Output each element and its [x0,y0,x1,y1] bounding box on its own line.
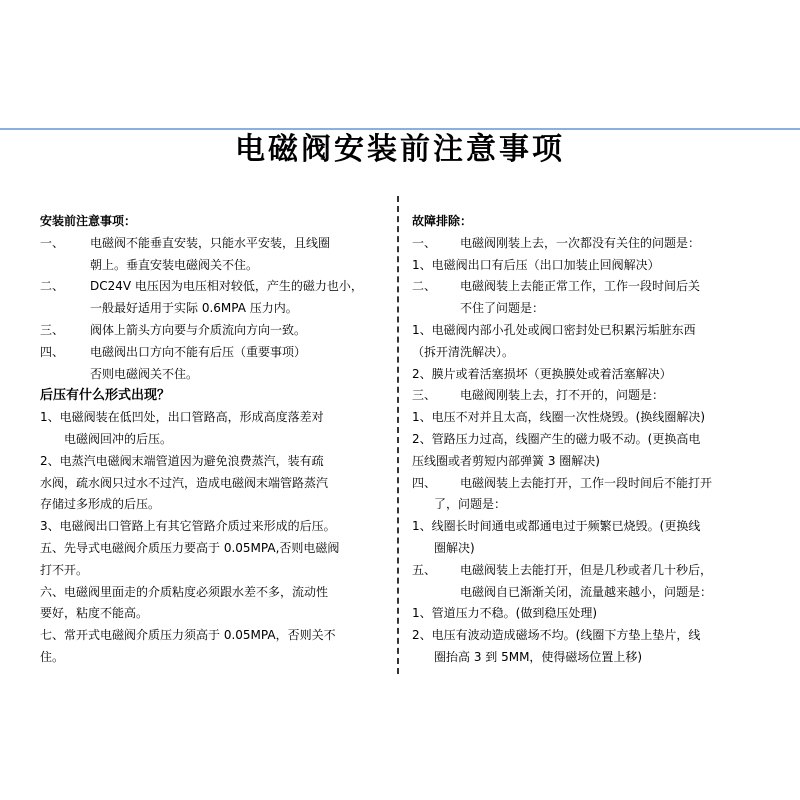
item-text: 电磁阀装上去能正常工作，工作一段时间后关 [460,279,701,294]
list-item [412,473,792,495]
list-item: 七、常开式电磁阀介质压力须高于 0.05MPA，否则关不 [40,628,336,643]
list-item-continuation: 圈抬高 3 到 5MM，使得磁场位置上移) [434,649,643,664]
list-item-continuation: （拆开清洗解决）。 [412,344,515,359]
list-item [412,560,792,582]
list-item [412,385,792,407]
list-item-continuation: 存储过多形成的后压。 [40,497,161,512]
list-item-continuation: 压线圈或者剪短内部弹簧 3 圈解决) [412,453,600,468]
item-text: 电磁阀装上去能打开，但是几秒或者几十秒后， [460,562,713,577]
column-divider [397,196,399,674]
list-item [40,233,392,255]
item-number: 二、 [40,279,65,294]
list-item: 2、电压有波动造成磁场不均。(线圈下方垫上垫片，线 [412,628,701,643]
item-number: 五、 [412,562,437,577]
list-item: 1、电磁阀出口有后压（出口加装止回阀解决） [412,257,660,272]
section-heading-installation: 安装前注意事项： [40,214,137,228]
list-item [40,320,392,342]
list-item-continuation: 水阀，疏水阀只过水不过汽，造成电磁阀末端管路蒸汽 [40,475,329,490]
section-heading-troubleshooting: 故障排除： [412,214,473,228]
list-item: 六、电磁阀里面走的介质粘度必须跟水差不多，流动性 [40,584,329,599]
item-text: 阀体上箭头方向要与介质流向方向一致。 [90,322,307,337]
item-number: 四、 [40,344,65,359]
list-item [40,276,392,298]
item-number: 二、 [412,279,437,294]
item-text: 电磁阀出口方向不能有后压（重要事项） [90,344,307,359]
list-item-continuation: 要好，粘度不能高。 [40,606,149,621]
list-item: 1、电压不对并且太高，线圈一次性烧毁。(换线圈解决) [412,410,706,425]
left-column [40,211,392,669]
list-item-continuation: 电磁阀回冲的后压。 [64,431,173,446]
list-item-continuation: 电磁阀自已渐渐关闭，流量越来越小，问题是： [460,584,713,599]
list-item [412,233,792,255]
list-item: 1、电磁阀内部小孔处或阀口密封处已积累污垢脏东西 [412,322,696,337]
list-item-continuation: 了，问题是： [434,497,507,512]
list-item [40,342,392,364]
item-text: 电磁阀装上去能打开，工作一段时间后不能打开 [460,475,713,490]
list-item-continuation: 打不开。 [40,562,89,577]
list-item-continuation: 一般最好适用于实际 0.6MPA 压力内。 [90,301,298,316]
item-number: 三、 [412,388,437,403]
item-number: 四、 [412,475,437,490]
list-item: 1、线圈长时间通电或都通电过于频繁已烧毁。(更换线 [412,519,701,534]
page-title: 电磁阀安装前注意事项 [235,132,565,167]
list-item-continuation: 住。 [40,649,65,664]
list-item: 五、先导式电磁阀介质压力要高于 0.05MPA,否则电磁阀 [40,540,340,555]
list-item: 1、管道压力不稳。(做到稳压处理) [412,606,597,621]
item-text: 电磁阀刚装上去，打不开的，问题是： [460,388,665,403]
list-item: 2、管路压力过高，线圈产生的磁力吸不动。(更换高电 [412,431,701,446]
item-text: 电磁阀不能垂直安装，只能水平安装，且线圈 [90,235,331,250]
list-item: 2、膜片或着活塞损坏（更换膜处或着活塞解决） [412,366,672,381]
list-item-continuation: 否则电磁阀关不住。 [90,366,199,381]
item-number: 一、 [40,235,65,250]
list-item-continuation: 不住了问题是： [460,301,545,316]
list-item: 1、电磁阀装在低凹处，出口管路高，形成高度落差对 [40,410,324,425]
item-text: DC24V 电压因为电压相对较低，产生的磁力也小， [90,279,363,294]
list-item [412,276,792,298]
list-item: 3、电磁阀出口管路上有其它管路介质过来形成的后压。 [40,519,336,534]
right-column [412,211,792,669]
item-number: 一、 [412,235,437,250]
list-item-continuation: 朝上。垂直安装电磁阀关不住。 [90,257,259,272]
item-number: 三、 [40,322,65,337]
list-item-continuation: 圈解决) [434,540,475,555]
list-item: 2、电蒸汽电磁阀末端管道因为避免浪费蒸汽，装有疏 [40,453,324,468]
section-heading-back-pressure: 后压有什么形式出现？ [40,388,171,404]
item-text: 电磁阀刚装上去，一次都没有关住的问题是： [460,235,701,250]
